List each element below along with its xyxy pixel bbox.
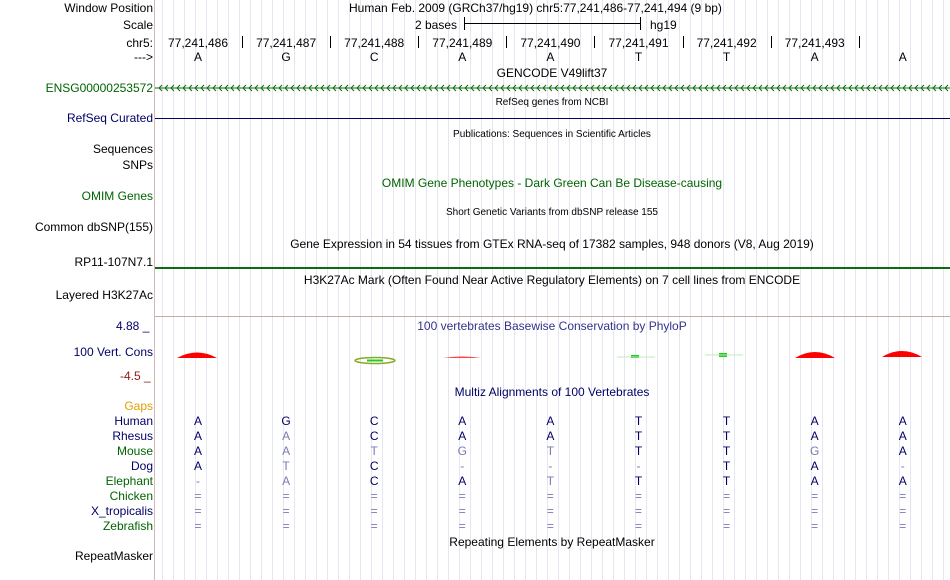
alignment-base: = (546, 489, 554, 503)
alignment-base: T (634, 414, 643, 428)
alignment-base: A (458, 474, 467, 488)
species-label-elephant[interactable]: Elephant (105, 474, 153, 488)
base-letter: T (722, 50, 731, 64)
multiz-track-title: Multiz Alignments of 100 Vertebrates (454, 385, 650, 399)
alignment-base: - (900, 459, 905, 473)
ruler-position-label: 77,241,489 (432, 36, 493, 50)
scale-genome-text: hg19 (650, 18, 677, 32)
alignment-base: T (634, 429, 643, 443)
ruler-tick (594, 36, 595, 48)
scale-bar (464, 23, 641, 24)
alignment-base: C (369, 429, 379, 443)
alignment-base: C (369, 414, 379, 428)
refseq-label[interactable]: RefSeq Curated (66, 111, 153, 125)
ruler-tick (506, 36, 507, 48)
ruler-position-label: 77,241,491 (608, 36, 669, 50)
alignment-base: T (546, 474, 555, 488)
gencode-gene-feature[interactable] (155, 82, 950, 94)
ruler-tick (771, 36, 772, 48)
snps-label[interactable]: SNPs (122, 158, 153, 172)
scale-bar-right-tick (640, 17, 641, 30)
alignment-base: = (811, 489, 819, 503)
phylop-min-label: -4.5 _ (120, 369, 151, 383)
alignment-base: - (636, 459, 641, 473)
ruler-position-label: 77,241,492 (696, 36, 757, 50)
base-letter: C (369, 50, 379, 64)
alignment-base: = (458, 489, 466, 503)
base-letter: G (281, 50, 291, 64)
alignment-base: = (899, 519, 907, 533)
species-label-dog[interactable]: Dog (130, 459, 153, 473)
ruler-tick (683, 36, 684, 48)
alignment-base: = (546, 519, 554, 533)
species-label-chicken[interactable]: Chicken (109, 489, 153, 503)
alignment-base: T (282, 459, 290, 473)
assembly-position-text: Human Feb. 2009 (GRCh37/hg19) chr5:77,241,486-77,241,494 (9 bp) (349, 1, 722, 15)
phylop-mark-9 (882, 351, 922, 357)
alignment-base: A (458, 429, 467, 443)
publications-track-title: Publications: Sequences in Scientific Articles (453, 129, 651, 140)
ruler-position-label: 77,241,487 (256, 36, 317, 50)
phylop-mark-3 (355, 358, 395, 364)
alignment-base: = (634, 504, 643, 518)
repeatmasker-track-title: Repeating Elements by RepeatMasker (449, 535, 655, 549)
phylop-mark-6 (617, 355, 655, 358)
alignment-base: A (810, 414, 819, 428)
refseq-gene-line[interactable] (155, 118, 950, 119)
alignment-base: A (193, 444, 203, 458)
alignment-base: T (722, 474, 731, 488)
gtex-track-title: Gene Expression in 54 tissues from GTEx RNA-seq of 17382 samples, 948 donors (V8, Aug 2019) (290, 237, 814, 251)
ruler-position-label: 77,241,486 (167, 36, 229, 50)
alignment-base: A (898, 474, 907, 488)
ruler-tick (418, 36, 419, 48)
base-letter: T (634, 50, 643, 64)
chrom-label: chr5: (126, 36, 153, 50)
alignment-base: A (898, 429, 907, 443)
alignment-base: C (369, 459, 379, 473)
alignment-base: - (196, 474, 200, 488)
ruler-tick (859, 36, 860, 48)
alignment-base: T (722, 459, 731, 473)
alignment-base: A (282, 444, 291, 458)
phylop-mark-8 (795, 352, 835, 358)
alignment-base: T (722, 444, 731, 458)
species-label-x_tropicalis[interactable]: X_tropicalis (90, 504, 153, 518)
alignment-base: = (282, 504, 290, 518)
alignment-base: G (457, 444, 467, 458)
alignment-base: = (723, 489, 731, 503)
phylop-mark-1 (177, 353, 217, 359)
phylop-label[interactable]: 100 Vert. Cons (73, 345, 153, 359)
phylop-track-title: 100 vertebrates Basewise Conservation by PhyloP (417, 319, 687, 333)
refseq-track-title: RefSeq genes from NCBI (495, 97, 609, 108)
alignment-base: A (193, 429, 203, 443)
ruler-position-label: 77,241,493 (784, 36, 845, 50)
phylop-signal (155, 340, 950, 370)
sequences-label[interactable]: Sequences (92, 142, 153, 156)
alignment-base: T (634, 474, 643, 488)
h3k27ac-baseline (155, 316, 950, 317)
alignment-base: T (722, 414, 731, 428)
alignment-base: = (282, 519, 290, 533)
alignment-base: - (460, 459, 465, 473)
alignment-base: = (811, 504, 819, 518)
alignment-base: A (546, 414, 555, 428)
alignment-base: = (194, 489, 202, 503)
alignment-base: = (370, 489, 378, 503)
alignment-base: A (193, 459, 203, 473)
alignment-base: T (546, 444, 555, 458)
base-letter: A (898, 50, 907, 64)
alignment-base: G (810, 444, 820, 458)
omim-track-title: OMIM Gene Phenotypes - Dark Green Can Be Disease-causing (381, 176, 723, 190)
dbsnp-track-title: Short Genetic Variants from dbSNP release 155 (446, 207, 658, 218)
alignment-base: = (370, 504, 378, 518)
alignment-base: = (458, 504, 466, 518)
alignment-base: = (194, 519, 202, 533)
alignment-base: = (546, 504, 554, 518)
alignment-base: = (370, 519, 378, 533)
alignment-base: A (810, 459, 819, 473)
omim-label[interactable]: OMIM Genes (81, 189, 153, 203)
alignment-base: = (723, 519, 731, 533)
ruler-position-label: 77,241,490 (520, 36, 581, 50)
species-label-human[interactable]: Human (114, 414, 153, 428)
base-letter: A (810, 50, 819, 64)
alignment-base: A (810, 474, 819, 488)
alignment-base: A (282, 474, 291, 488)
alignment-base: = (194, 504, 202, 518)
alignment-base: = (811, 519, 819, 533)
ruler-tick (242, 36, 243, 48)
ruler-tick (330, 36, 331, 48)
h3k27ac-track-title: H3K27Ac Mark (Often Found Near Active Regulatory Elements) on 7 cell lines from ENCODE (303, 273, 801, 287)
base-letter: A (458, 50, 467, 64)
alignment-base: T (370, 444, 378, 458)
alignment-base: C (369, 474, 379, 488)
base-letter: A (193, 50, 203, 64)
alignment-base: = (634, 519, 643, 533)
scale-label: Scale (122, 18, 153, 32)
alignment-base: = (899, 504, 907, 518)
h3k27ac-label[interactable]: Layered H3K27Ac (55, 288, 153, 302)
alignment-base: T (722, 429, 731, 443)
alignment-base: A (898, 414, 907, 428)
alignment-base: = (458, 519, 466, 533)
gencode-track-title: GENCODE V49lift37 (496, 66, 608, 80)
alignment-base: A (458, 414, 467, 428)
phylop-mark-7 (705, 353, 743, 357)
phylop-max-label: 4.88 _ (116, 319, 150, 333)
alignment-base: G (281, 414, 291, 428)
alignment-base: A (282, 429, 291, 443)
alignment-base: = (899, 489, 907, 503)
strand-label: ---> (134, 50, 153, 64)
alignment-base: T (634, 444, 643, 458)
species-label-zebrafish[interactable]: Zebrafish (102, 519, 153, 533)
scale-bases-text: 2 bases (415, 18, 458, 32)
window-position-label: Window Position (64, 1, 153, 15)
alignment-base: A (546, 429, 555, 443)
gaps-label[interactable]: Gaps (124, 399, 153, 413)
repeatmasker-label[interactable]: RepeatMasker (74, 549, 153, 563)
alignment-base: = (282, 489, 290, 503)
dbsnp-label[interactable]: Common dbSNP(155) (34, 220, 153, 234)
gencode-gene-label[interactable]: ENSG00000253572 (45, 81, 153, 95)
gtex-gene-bar[interactable] (155, 267, 950, 269)
alignment-base: = (723, 504, 731, 518)
alignment-base: = (634, 489, 643, 503)
phylop-mark-4 (443, 357, 481, 359)
species-label-rhesus[interactable]: Rhesus (112, 429, 153, 443)
alignment-base: A (898, 444, 907, 458)
gtex-gene-label[interactable]: RP11-107N7.1 (74, 255, 153, 269)
base-letter: A (546, 50, 555, 64)
ruler-position-label: 77,241,488 (344, 36, 405, 50)
species-label-mouse[interactable]: Mouse (116, 444, 153, 458)
alignment-base: - (548, 459, 553, 473)
alignment-base: A (810, 429, 819, 443)
alignment-base: A (193, 414, 203, 428)
